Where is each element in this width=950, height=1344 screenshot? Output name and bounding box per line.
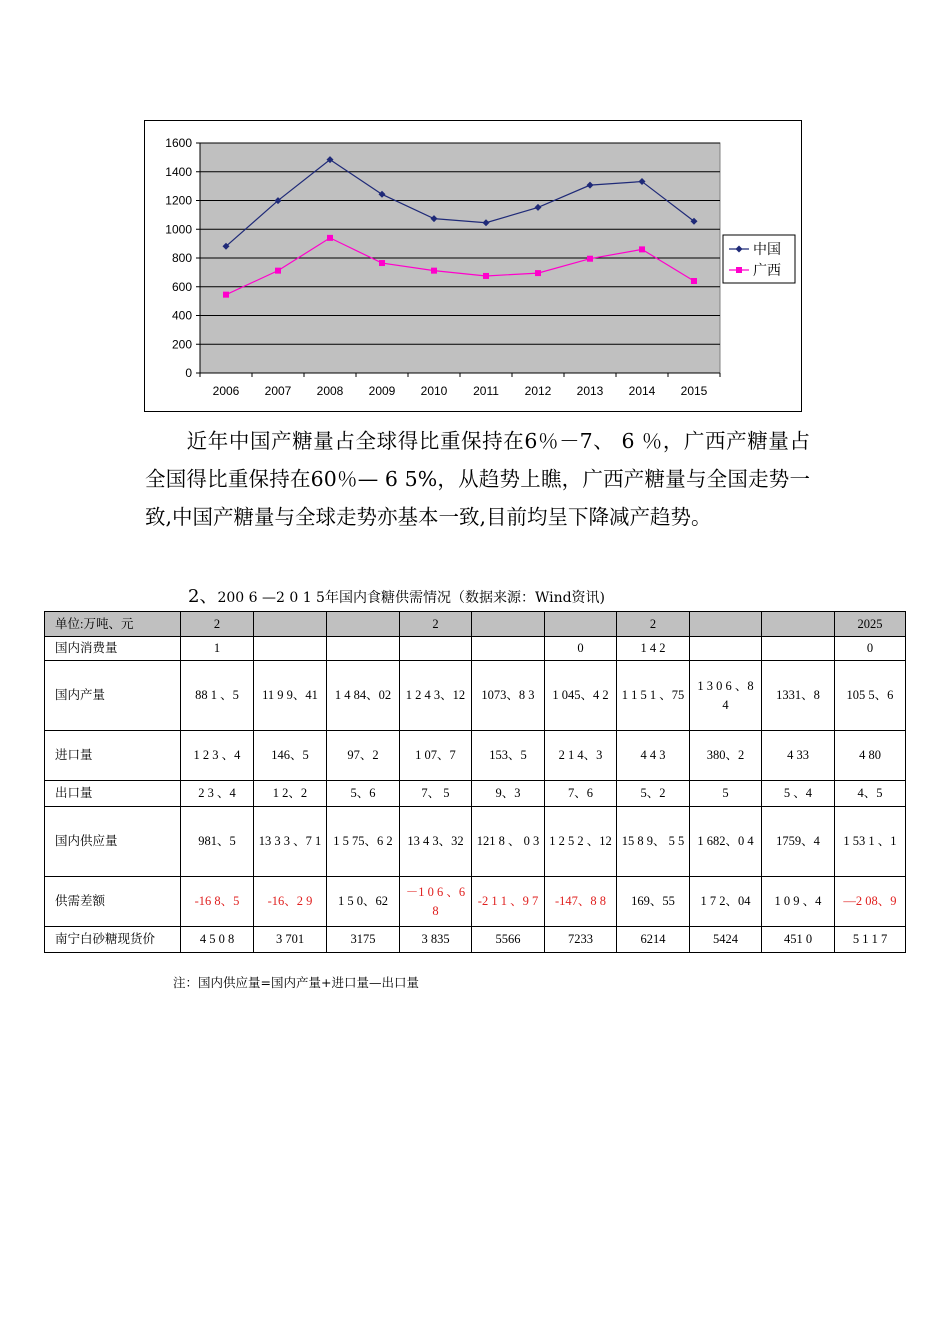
table-cell <box>762 637 835 661</box>
table-cell <box>690 612 762 637</box>
x-tick-label: 2012 <box>524 384 552 398</box>
table-cell <box>327 637 400 661</box>
table-cell: 5 <box>690 781 762 807</box>
row-label: 进口量 <box>45 731 181 781</box>
table-cell: 451 0 <box>762 927 835 953</box>
table-cell: 121 8 、 0 3 <box>472 807 545 877</box>
table-cell: 169、55 <box>617 877 690 927</box>
y-tick-label: 1400 <box>165 164 192 179</box>
row-label: 南宁白砂糖现货价 <box>45 927 181 953</box>
y-tick-label: 800 <box>171 251 192 265</box>
table-cell: 1 2、2 <box>254 781 327 807</box>
table-row <box>45 927 906 953</box>
table-cell <box>254 637 327 661</box>
table-cell: 3175 <box>327 927 400 953</box>
table-cell: 1 2 3 、4 <box>181 731 254 781</box>
table-cell: 1 53 1 、1 <box>835 807 906 877</box>
table-cell: 4 5 0 8 <box>181 927 254 953</box>
table-cell: 1 <box>181 637 254 661</box>
table-cell: 1 2 5 2 、12 <box>545 807 617 877</box>
table-cell <box>472 612 545 637</box>
y-tick-label: 1600 <box>165 136 192 150</box>
row-label: 国内消费量 <box>45 637 181 661</box>
table-cell: 1759、4 <box>762 807 835 877</box>
supply-demand-table <box>44 611 906 953</box>
row-label: 国内产量 <box>45 661 181 731</box>
table-cell <box>254 612 327 637</box>
table-cell: 1 0 9 、4 <box>762 877 835 927</box>
table-cell: 0 <box>545 637 617 661</box>
y-tick-label: 200 <box>171 337 192 352</box>
table-note: 注：国内供应量=国内产量+进口量—出口量 <box>173 975 419 990</box>
x-tick-label: 2011 <box>473 384 499 398</box>
table-cell: 97、2 <box>327 731 400 781</box>
row-label: 单位:万吨、元 <box>45 612 181 637</box>
legend-label: 中国 <box>753 242 781 258</box>
table-cell: 4、5 <box>835 781 906 807</box>
table-cell <box>690 637 762 661</box>
section-heading <box>188 582 605 608</box>
table-cell: 146、5 <box>254 731 327 781</box>
table-cell <box>472 637 545 661</box>
data-point <box>379 260 385 266</box>
table-cell: 7、 5 <box>400 781 472 807</box>
table-cell: 5566 <box>472 927 545 953</box>
analysis-paragraph <box>145 422 810 536</box>
legend-label: 广西 <box>753 263 781 279</box>
x-tick-label: 2010 <box>420 384 448 398</box>
table-cell: 2 1 4、3 <box>545 731 617 781</box>
data-point <box>587 256 593 262</box>
table-row <box>45 661 906 731</box>
table-row <box>45 637 906 661</box>
table-cell: 7233 <box>545 927 617 953</box>
sugar-production-chart <box>144 120 802 412</box>
table-cell: 0 <box>835 637 906 661</box>
table-cell: 1331、8 <box>762 661 835 731</box>
data-point <box>639 246 645 252</box>
table-cell: 153、5 <box>472 731 545 781</box>
table-cell: 1 2 4 3、12 <box>400 661 472 731</box>
table-cell: -147、8 8 <box>545 877 617 927</box>
table-cell: 2025 <box>835 612 906 637</box>
table-cell: 4 4 3 <box>617 731 690 781</box>
table-cell: -16 8、5 <box>181 877 254 927</box>
table-cell <box>400 637 472 661</box>
table-row <box>45 877 906 927</box>
y-tick-label: 1000 <box>165 222 192 237</box>
table-cell: 5、6 <box>327 781 400 807</box>
table-cell: 1 07、7 <box>400 731 472 781</box>
table-cell: 1 045、4 2 <box>545 661 617 731</box>
y-tick-label: 1200 <box>165 193 192 208</box>
table-cell: 4 80 <box>835 731 906 781</box>
x-tick-label: 2014 <box>628 384 656 398</box>
table-cell <box>327 612 400 637</box>
table-cell: 2 <box>181 612 254 637</box>
table-cell: -2 1 1 、9 7 <box>472 877 545 927</box>
y-tick-label: 600 <box>171 279 192 294</box>
x-tick-label: 2009 <box>368 384 396 398</box>
y-tick-label: 400 <box>171 308 192 323</box>
x-tick-label: 2013 <box>576 384 604 398</box>
table-cell: 5 1 1 7 <box>835 927 906 953</box>
table-cell: 1 682、0 4 <box>690 807 762 877</box>
legend-marker <box>736 267 742 273</box>
table-cell: 2 <box>400 612 472 637</box>
table-cell: 6214 <box>617 927 690 953</box>
x-tick-label: 2006 <box>212 384 240 398</box>
table-cell: 9、3 <box>472 781 545 807</box>
table-cell: 13 4 3、32 <box>400 807 472 877</box>
table-cell: 5 、4 <box>762 781 835 807</box>
table-cell: 1 4 2 <box>617 637 690 661</box>
section-title-text: 200 6 —2 0 1 5年国内食糖供需情况（数据来源：Wind资讯) <box>217 590 606 606</box>
table-row <box>45 612 906 637</box>
table-cell <box>545 612 617 637</box>
section-number: 2、 <box>188 586 218 607</box>
table-cell: 4 33 <box>762 731 835 781</box>
table-cell: 3 835 <box>400 927 472 953</box>
table-cell: 3 701 <box>254 927 327 953</box>
table-cell: 1073、8 3 <box>472 661 545 731</box>
table-cell: 1 3 0 6 、8 4 <box>690 661 762 731</box>
table-row <box>45 731 906 781</box>
table-cell: 1 1 5 1 、75 <box>617 661 690 731</box>
data-point <box>691 278 697 284</box>
y-tick-label: 0 <box>185 366 192 380</box>
data-point <box>223 292 229 298</box>
x-tick-label: 2007 <box>264 384 292 398</box>
table-cell: 88 1 、5 <box>181 661 254 731</box>
data-point <box>275 268 281 274</box>
x-tick-label: 2015 <box>680 384 708 398</box>
table-cell: 1 7 2、04 <box>690 877 762 927</box>
row-label: 出口量 <box>45 781 181 807</box>
table-cell <box>762 612 835 637</box>
table-cell: 981、5 <box>181 807 254 877</box>
data-point <box>535 270 541 276</box>
table-cell: 5424 <box>690 927 762 953</box>
table-row <box>45 807 906 877</box>
data-point <box>327 235 333 241</box>
table-cell: 1 4 84、02 <box>327 661 400 731</box>
table-cell: 2 3 、4 <box>181 781 254 807</box>
row-label: 国内供应量 <box>45 807 181 877</box>
table-cell: 13 3 3 、7 1 <box>254 807 327 877</box>
table-cell: 2 <box>617 612 690 637</box>
table-cell: -16、2 9 <box>254 877 327 927</box>
table-cell: 380、2 <box>690 731 762 781</box>
data-point <box>431 268 437 274</box>
table-cell: 105 5、6 <box>835 661 906 731</box>
table-cell: —2 08、9 <box>835 877 906 927</box>
line-chart-svg <box>145 121 803 413</box>
table-row <box>45 781 906 807</box>
table-cell: 1 5 75、6 2 <box>327 807 400 877</box>
table-cell: －1 0 6 、6 8 <box>400 877 472 927</box>
table-cell: 7、6 <box>545 781 617 807</box>
row-label: 供需差额 <box>45 877 181 927</box>
data-point <box>483 273 489 279</box>
table-cell: 11 9 9、41 <box>254 661 327 731</box>
paragraph-text: 近年中国产糖量占全球得比重保持在6％－7、 6 ％，广西产糖量占全国得比重保持在60％— 6 5%，从趋势上瞧，广西产糖量与全国走势一致,中国产糖量与全球走势亦基本一致,目前均呈下降减产趋势。 <box>145 429 810 529</box>
x-tick-label: 2008 <box>316 384 344 398</box>
table-cell: 1 5 0、62 <box>327 877 400 927</box>
table-cell: 15 8 9、 5 5 <box>617 807 690 877</box>
table-cell: 5、2 <box>617 781 690 807</box>
